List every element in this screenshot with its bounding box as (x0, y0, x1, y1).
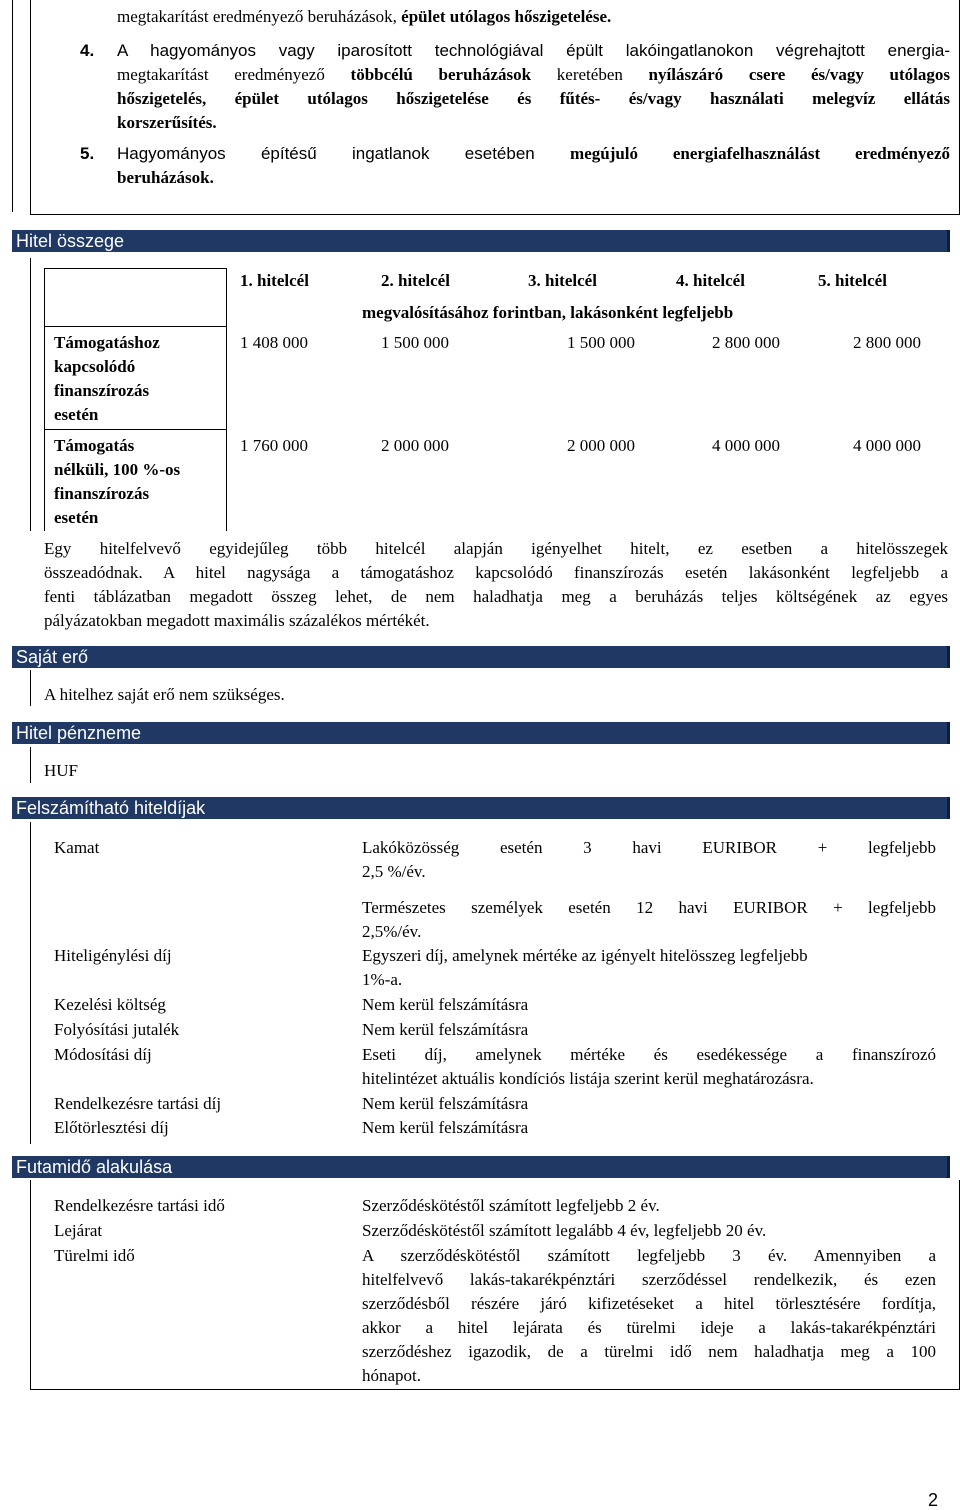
amount-table-left (44, 268, 45, 531)
item-4-line-1: A hagyományos vagy iparosított technológiával épült lakóingatlanokon végrehajtott energia- (117, 41, 950, 60)
amount-note: Egy hitelfelvevő egyidejűleg több hitelcél alapján igényelhet hitelt, ez esetben a hitelösszegek összeadódnak. A hitel nagysága a támogatáshoz kapcsolódó finanszírozás esetén lakásonként legfeljebb a fenti táblázatban megadott összeg lehet, de nem haladhatja meg a beruházás teljes költségének az egyes pályázatokban megadott maximális százalékos mértékét. (44, 539, 948, 630)
header-hitelcel-4: 4. hitelcél (676, 271, 745, 290)
header-subheader: megvalósításához forintban, lakásonként legfeljebb (362, 303, 734, 322)
table-cell: 4 000 000 (853, 436, 921, 455)
fee-label-kamat: Kamat (54, 838, 100, 857)
fee-value-elotorlesztesi: Nem kerül felszámításra (362, 1118, 529, 1137)
fee-value-rendelkezesre: Nem kerül felszámításra (362, 1094, 529, 1113)
fee-label-rendelkezesre: Rendelkezésre tartási díj (54, 1094, 222, 1113)
section-futamido: Futamidő alakulása (12, 1156, 950, 1178)
header-hitelcel-3: 3. hitelcél (528, 271, 597, 290)
fee-value-igenyles: Egyszeri díj, amelynek mértéke az igényelt hitelösszeg legfeljebb 1%-a. (362, 946, 808, 989)
item-5-number: 5. (80, 144, 95, 163)
amount-table-top (44, 268, 227, 269)
futamido-bottom-border (30, 1389, 960, 1390)
top-box-left-border (12, 0, 13, 212)
penznem-text: HUF (44, 761, 79, 780)
table-cell: 1 500 000 (567, 333, 635, 352)
fee-label-elotorlesztesi: Előtörlesztési díj (54, 1118, 169, 1137)
fee-value-folyositasi: Nem kerül felszámításra (362, 1020, 529, 1039)
page-number: 2 (928, 1490, 939, 1510)
term-label-rendelkezesre: Rendelkezésre tartási idő (54, 1196, 225, 1215)
table-cell: 2 000 000 (381, 436, 449, 455)
table-cell: 2 800 000 (853, 333, 921, 352)
term-label-lejarat: Lejárat (54, 1221, 103, 1240)
section-hitel-penzneme: Hitel pénzneme (12, 722, 950, 744)
table-cell: 1 760 000 (240, 436, 308, 455)
amount-table-row-sep-1 (44, 326, 227, 327)
header-hitelcel-1: 1. hitelcél (240, 271, 309, 290)
item-4-line-4: korszerűsítés. (117, 113, 217, 132)
sajat-ero-text: A hitelhez saját erő nem szükséges. (44, 685, 285, 704)
term-value-lejarat: Szerződéskötéstől számított legalább 4 év, legfeljebb 20 év. (362, 1221, 767, 1240)
top-box-inner-border (30, 0, 31, 215)
fee-label-folyositasi: Folyósítási jutalék (54, 1020, 180, 1039)
top-box-bottom-border (30, 214, 960, 215)
section-hiteldijak: Felszámítható hiteldíjak (12, 797, 950, 819)
item-4-number: 4. (80, 41, 95, 60)
hiteldijak-left-border (30, 822, 31, 1144)
penznem-left-border (30, 747, 31, 783)
section-sajat-ero: Saját erő (12, 646, 950, 668)
table-row-label-2: Támogatás nélküli, 100 %-os finanszírozás esetén (54, 436, 181, 527)
table-cell: 1 500 000 (381, 333, 449, 352)
sajat-ero-left-border (30, 670, 31, 706)
intro-line-1: megtakarítást eredményező beruházások, épület utólagos hőszigetelése. (117, 7, 612, 26)
fee-value-kamat-1: Lakóközösség esetén 3 havi EURIBOR + legfeljebb 2,5 %/év. (362, 838, 936, 881)
term-value-rendelkezesre: Szerződéskötéstől számított legfeljebb 2 év. (362, 1196, 660, 1215)
table-cell: 4 000 000 (712, 436, 780, 455)
fee-label-modositasi: Módosítási díj (54, 1045, 152, 1064)
header-hitelcel-5: 5. hitelcél (818, 271, 887, 290)
table-cell: 2 800 000 (712, 333, 780, 352)
fee-value-kamat-2: Természetes személyek esetén 12 havi EURIBOR + legfeljebb 2,5%/év. (362, 898, 936, 941)
table-cell: 1 408 000 (240, 333, 308, 352)
amount-table-divider (226, 268, 227, 531)
fee-value-kezelesi: Nem kerül felszámításra (362, 995, 529, 1014)
futamido-left-border (30, 1180, 31, 1390)
fee-label-kezelesi: Kezelési költség (54, 995, 166, 1014)
item-5-line-1: Hagyományos építésű ingatlanok esetében megújuló energiafelhasználást eredményező (117, 144, 951, 163)
table-cell: 2 000 000 (567, 436, 635, 455)
item-4-line-3: hőszigetelés, épület utólagos hőszigetelése és fűtés- és/vagy használati melegvíz ellátás (117, 89, 950, 108)
fee-value-modositasi: Eseti díj, amelynek mértéke és esedékessége a finanszírozó hitelintézet aktuális kondíciós listája szerint kerül meghatározásra. (362, 1045, 936, 1088)
term-value-turelmi: A szerződéskötéstől számított legfeljebb 3 év. Amennyiben a hitelfelvevő lakás-takarékpénztári szerződéssel rendelkezik, és ezen szerződésből részére járó kifizetéseket a hitel törlesztésére fordítja, akkor a hitel lejárata és türelmi ideje a lakás-takarékpénztári szerződéshez igazodik, de a türelmi idő nem haladhatja meg a 100 hónapot. (362, 1246, 936, 1385)
header-hitelcel-2: 2. hitelcél (381, 271, 450, 290)
item-5-line-2: beruházások. (117, 168, 214, 187)
fee-label-igenyles: Hiteligénylési díj (54, 946, 172, 965)
item-4-line-2: megtakarítást eredményező többcélú beruházások keretében nyílászáró csere és/vagy utólagos (117, 65, 950, 84)
term-label-turelmi: Türelmi idő (54, 1246, 135, 1265)
amount-table-row-sep-2 (44, 429, 227, 430)
section-hitel-osszege: Hitel összege (12, 230, 950, 252)
table-row-label-1: Támogatáshoz kapcsolódó finanszírozás esetén (54, 333, 160, 424)
amount-left-border (30, 258, 31, 531)
